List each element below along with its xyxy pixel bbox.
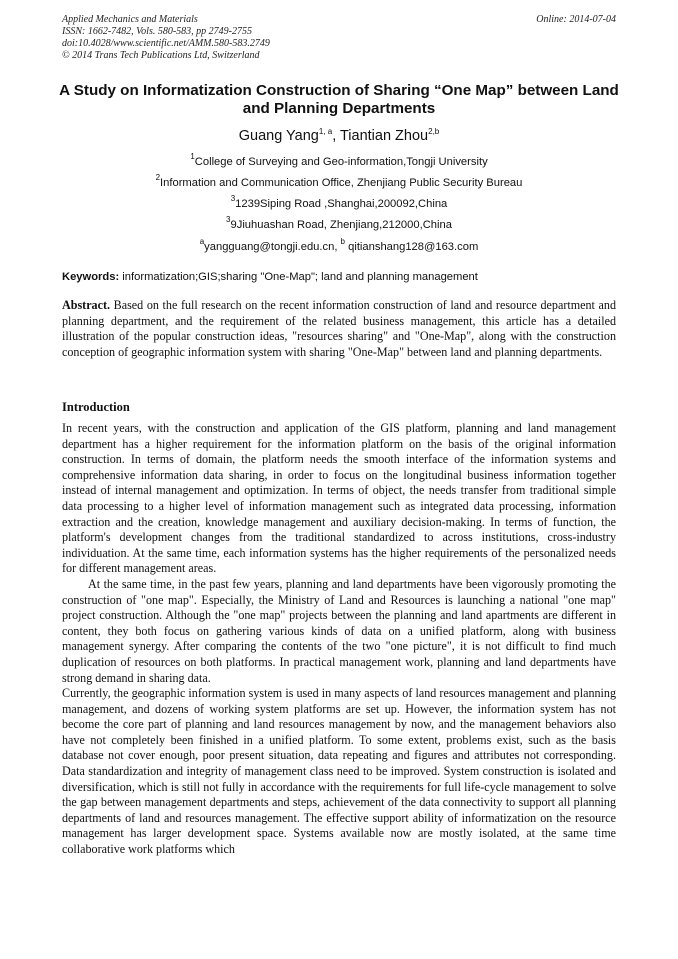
abstract-text: Based on the full research on the recent information construction of land and resource department and planning department, and the requirement of the related business management, this article has a detailed illustration of the popular construction ideas, "resources sharing" and "One-Map", along with the construction conception of geographic information system with sharing "One-Map" between land and planning departments. [62,298,616,359]
paragraph: At the same time, in the past few years, planning and land departments have been vigorously promoting the construction of "one map". Especially, the Ministry of Land and Resources is launching a national "one map" project construction. Although the "one map" projects between the planning and land apartments are different in content, they both focus on gathering various kinds of data on a unified platform, along with business management synergy. After comparing the contents of the two "one picture", it is not difficult to find much duplication of resources on both platforms. In practical management work, planning and land departments have strong demand in sharing data. [62,576,616,685]
author-separator: , [332,128,340,144]
author-line [0,123,678,145]
author-name: Guang Yang [238,128,319,144]
copyright-line: © 2014 Trans Tech Publications Ltd, Switzerland [62,50,260,61]
issn-line: ISSN: 1662-7482, Vols. 580-583, pp 2749-2755 [62,26,252,37]
affiliation-text: College of Surveying and Geo-information,Tongji University [194,156,488,168]
affiliation-line [0,171,678,190]
author-affiliation-mark: 2,b [428,127,440,136]
affiliation-mark: 3 [230,194,236,203]
author-affiliation-mark: 1, a [318,127,333,136]
affiliation-text: 9Jiuhuashan Road, Zhenjiang,212000,China [230,219,452,231]
email-mark: a [199,237,205,246]
email-address[interactable]: yangguang@tongji.edu.cn, [204,241,341,253]
journal-name: Applied Mechanics and Materials [62,14,198,25]
keywords-text: informatization;GIS;sharing "One-Map"; land and planning management [119,271,478,283]
running-header [62,14,616,62]
author-name: Tiantian Zhou [339,128,429,144]
paper-title: A Study on Informatization Construction of Sharing “One Map” between Land and Planning Departments [59,82,619,117]
affiliation-line [0,192,678,211]
section-heading-introduction: Introduction [62,400,130,414]
affiliation-mark: 1 [190,152,195,161]
introduction-body [62,421,616,858]
affiliation-text: 1239Siping Road ,Shanghai,200092,China [235,198,448,210]
keywords-label: Keywords: [62,271,120,283]
email-line [0,235,678,254]
affiliation-line [0,213,678,232]
keywords [62,270,622,284]
paragraph: In recent years, with the construction and application of the GIS platform, planning and land management department has a higher requirement for the information platform on the basis of the original information construction. In terms of domain, the platform needs the smooth interface of the information systems and comprehensive information data sharing, in order to focus on the longitudinal business information together instead of internal management and optimization. In terms of object, the needs transfer from traditional simple data processing to a higher level of information management such as integrated data processing, information extraction and the creation, knowledge management and auxiliary decision-making. In terms of function, the platform's development changes from the traditional standardized to across institutions, cross-industry individuation. At the same time, each information systems has the higher requirements of the personalized needs for different management areas. [62,421,616,576]
doi-line: doi:10.4028/www.scientific.net/AMM.580-583.2749 [62,38,270,49]
affiliation-mark: 2 [155,173,161,182]
affiliation-mark: 3 [226,215,231,224]
affiliation-text: Information and Communication Office, Zhenjiang Public Security Bureau [160,177,523,189]
abstract [62,298,616,360]
paragraph: Currently, the geographic information system is used in many aspects of land resources management and planning management, and dozens of working system platforms are set up. However, the information system has not become the core part of planning and land resources management by now, and the management behaviors also have not completely been finished in a unified platform. To some extent, problems exist, such as the basis database not cover enough, poor present situation, data repeating and figures and attributes not corresponding. Data standardization and integrity of management class need to be improved. System construction is isolated and diversification, which is still not fully in accordance with the requirements for full life-cycle management to solve the gap between management departments and steps, achievement of the data connectivity to support all planning departments of land and resources management. The effective support ability of informatization on the resource management has larger development space. Systems available now are mostly isolated, at the same time collaborative work platforms which [62,686,616,857]
abstract-label: Abstract. [62,298,111,312]
email-address[interactable]: qitianshang128@163.com [345,241,479,253]
affiliation-line [0,150,678,169]
online-date: Online: 2014-07-04 [536,14,616,25]
email-mark: b [340,237,345,246]
